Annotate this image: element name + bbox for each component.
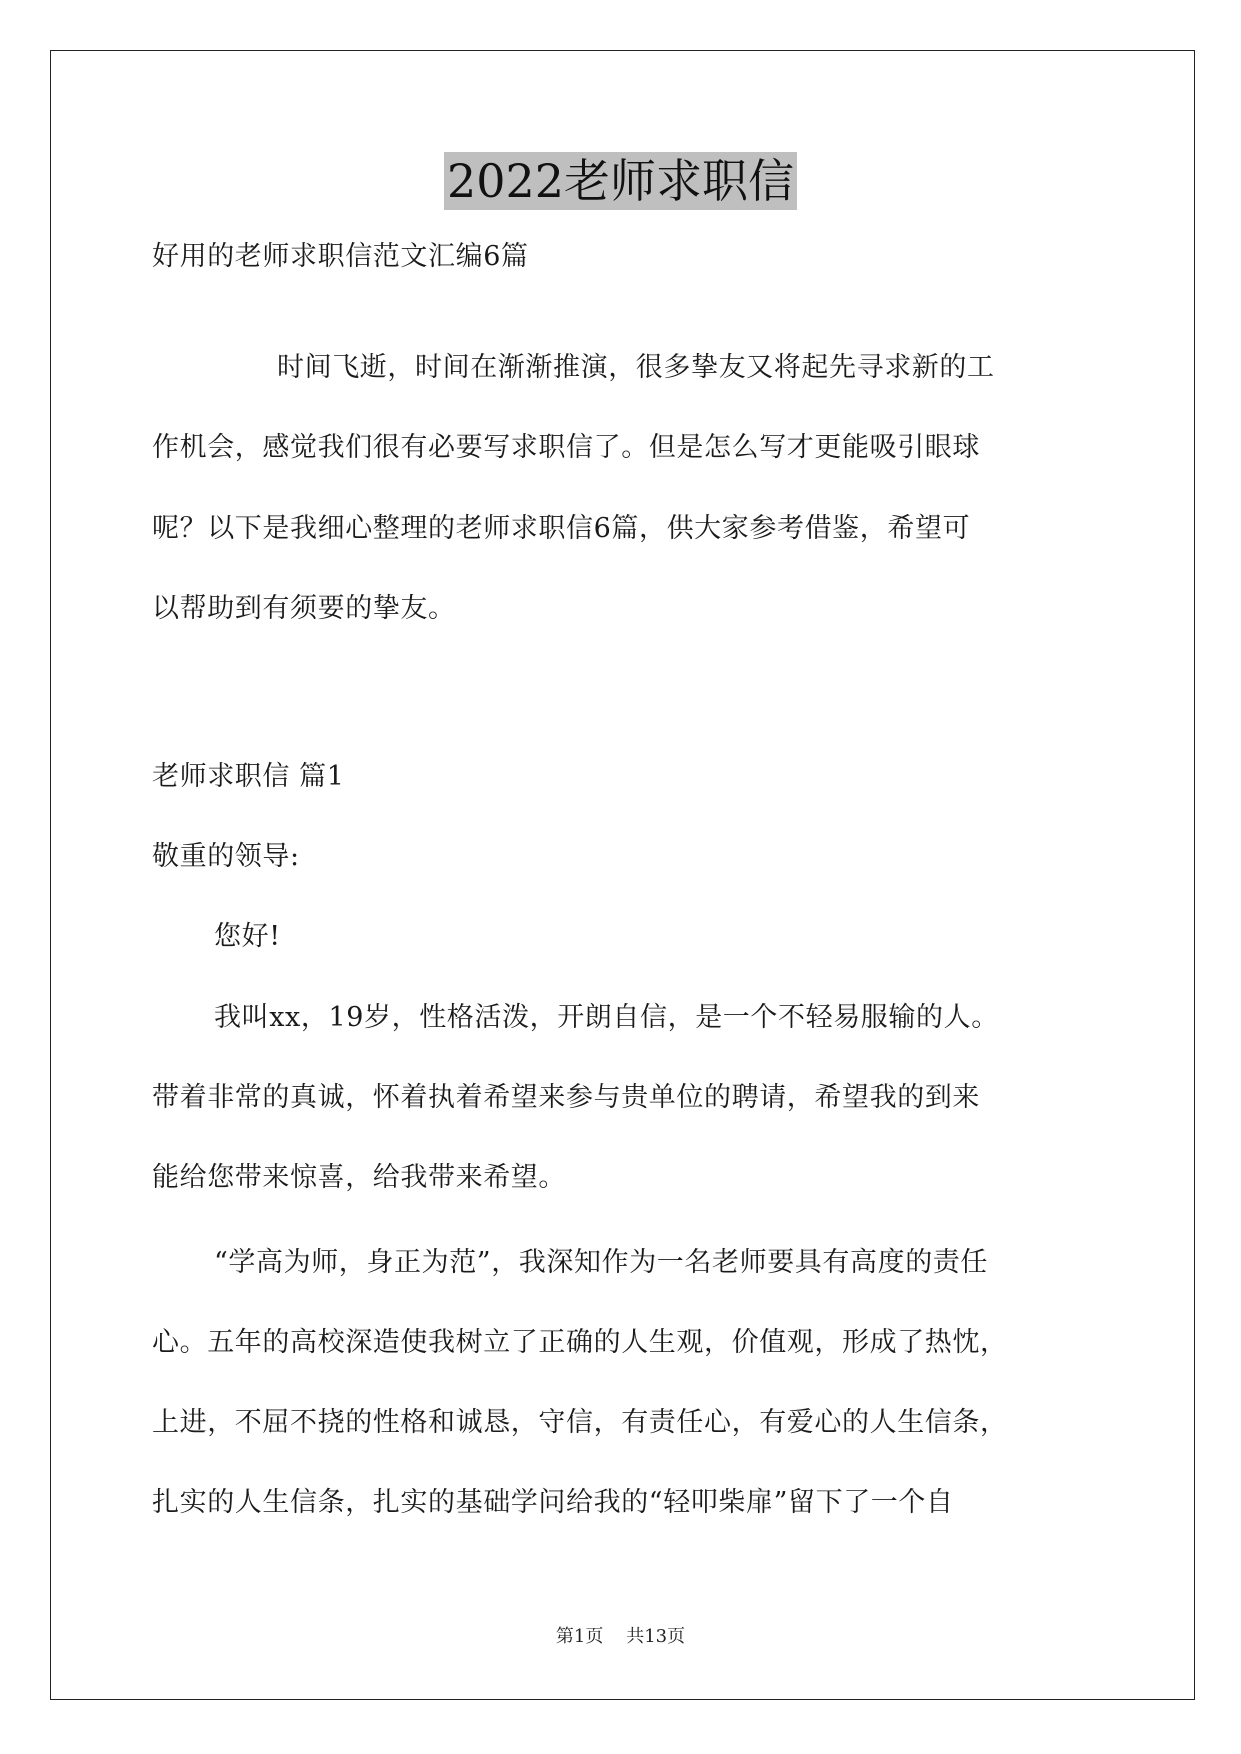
intro-line: 作机会，感觉我们很有必要写求职信了。但是怎么写才更能吸引眼球 bbox=[152, 432, 980, 463]
page-border bbox=[50, 50, 1195, 1700]
greeting: 您好! bbox=[214, 921, 281, 952]
salutation: 敬重的领导: bbox=[152, 841, 300, 872]
paragraph-line: 心。五年的高校深造使我树立了正确的人生观，价值观，形成了热忱， bbox=[152, 1327, 1008, 1358]
document-title: 2022老师求职信 bbox=[444, 152, 797, 210]
paragraph-line: 能给您带来惊喜，给我带来希望。 bbox=[152, 1162, 566, 1193]
paragraph-line: 我叫xx，19岁，性格活泼，开朗自信，是一个不轻易服输的人。 bbox=[214, 1002, 999, 1033]
paragraph-line: 带着非常的真诚，怀着执着希望来参与贵单位的聘请，希望我的到来 bbox=[152, 1082, 980, 1113]
footer-spacer bbox=[603, 1626, 626, 1647]
intro-line: 呢？以下是我细心整理的老师求职信6篇，供大家参考借鉴，希望可 bbox=[152, 513, 971, 544]
paragraph-line: “学高为师，身正为范”，我深知作为一名老师要具有高度的责任 bbox=[214, 1247, 989, 1278]
title-wrapper bbox=[0, 152, 1241, 210]
paragraph-line: 上进，不屈不挠的性格和诚恳，守信，有责任心，有爱心的人生信条， bbox=[152, 1407, 1008, 1438]
document-subtitle: 好用的老师求职信范文汇编6篇 bbox=[152, 241, 529, 272]
page-footer bbox=[0, 1622, 1241, 1648]
section-heading: 老师求职信 篇1 bbox=[152, 761, 345, 792]
intro-line: 时间飞逝，时间在渐渐推演，很多挚友又将起先寻求新的工 bbox=[277, 352, 995, 383]
total-pages: 共13页 bbox=[626, 1626, 686, 1647]
paragraph-line: 扎实的人生信条，扎实的基础学问给我的“轻叩柴扉”留下了一个自 bbox=[152, 1487, 954, 1518]
page-number: 第1页 bbox=[555, 1626, 604, 1647]
intro-line: 以帮助到有须要的挚友。 bbox=[152, 593, 456, 624]
